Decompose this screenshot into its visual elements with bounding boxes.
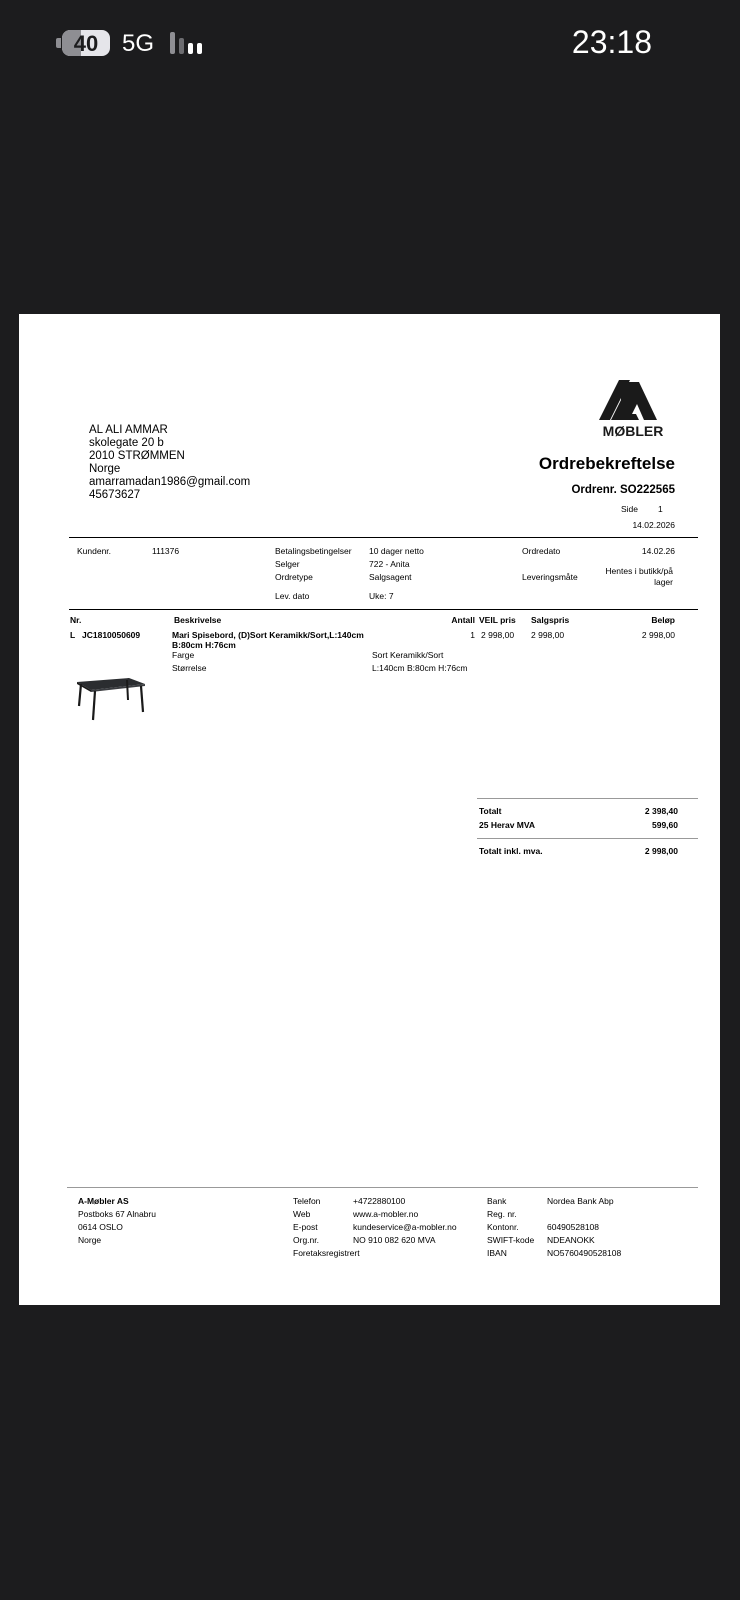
kontonr-label: Kontonr. xyxy=(487,1222,519,1232)
totals-divider xyxy=(477,798,698,799)
web-label: Web xyxy=(293,1209,311,1219)
betaling-label: Betalingsbetingelser xyxy=(275,546,352,556)
mva-label: 25 Herav MVA xyxy=(479,820,536,830)
a-mobler-logo xyxy=(597,380,669,438)
col-nr: Nr. xyxy=(70,615,82,625)
line-description-2: B:80cm H:76cm xyxy=(172,640,236,650)
customer-country: Norge xyxy=(89,463,121,475)
customer-address xyxy=(89,424,250,502)
attr-storrelse-value: L:140cm B:80cm H:76cm xyxy=(372,663,468,673)
order-number: Ordrenr. SO222565 xyxy=(571,484,675,496)
iban-value: NO5760490528108 xyxy=(547,1248,622,1258)
betaling-value: 10 dager netto xyxy=(369,546,424,556)
totals-divider xyxy=(477,838,698,839)
kundenr-value: 111376 xyxy=(152,546,180,556)
footer-postbox: Postboks 67 Alnabru xyxy=(78,1209,156,1219)
col-veil: VEIL pris xyxy=(479,615,516,625)
customer-email: amarramadan1986@gmail.com xyxy=(89,476,251,488)
footer-postcity: 0614 OSLO xyxy=(78,1222,123,1232)
orgnr-value: NO 910 082 620 MVA xyxy=(353,1235,436,1245)
line-type: L xyxy=(70,630,76,640)
selger-value: 722 - Anita xyxy=(369,559,410,569)
battery-icon xyxy=(62,30,110,56)
customer-phone: 45673627 xyxy=(89,489,141,501)
epost-label: E-post xyxy=(293,1222,318,1232)
network-type: 5G xyxy=(122,30,155,57)
orgnr-label: Org.nr. xyxy=(293,1235,319,1245)
dining-table-icon xyxy=(75,676,149,728)
attr-farge-value: Sort Keramikk/Sort xyxy=(372,650,444,660)
footer-company: A-Møbler AS xyxy=(78,1196,129,1206)
signal-bars-icon xyxy=(170,32,210,54)
levering-value-1: Hentes i butikk/på xyxy=(605,566,673,576)
telefon-value: +4722880100 xyxy=(353,1196,406,1206)
status-bar xyxy=(0,0,740,90)
line-belop: 2 998,00 xyxy=(641,630,675,640)
clock: 23:18 xyxy=(571,24,652,60)
totalt-value: 2 398,40 xyxy=(644,806,678,816)
battery-level: 40 xyxy=(73,31,99,56)
bank-label: Bank xyxy=(487,1196,507,1206)
levdato-value: Uke: 7 xyxy=(369,591,394,601)
ordredato-value: 14.02.26 xyxy=(641,546,675,556)
line-description-1: Mari Spisebord, (D)Sort Keramikk/Sort,L:140cm xyxy=(172,630,364,640)
foretaksregistrert: Foretaksregistrert xyxy=(293,1248,360,1258)
line-antall: 1 xyxy=(470,630,475,640)
selger-label: Selger xyxy=(275,559,300,569)
kontonr-value: 60490528108 xyxy=(547,1222,600,1232)
telefon-label: Telefon xyxy=(293,1196,321,1206)
document-date: 14.02.2026 xyxy=(632,520,675,530)
battery-nub xyxy=(56,38,61,48)
totalt-label: Totalt xyxy=(479,806,502,816)
iban-label: IBAN xyxy=(487,1248,507,1258)
customer-city: 2010 STRØMMEN xyxy=(89,450,185,462)
a-logo-icon xyxy=(597,380,669,438)
levering-value-2: lager xyxy=(654,577,673,587)
ordredato-label: Ordredato xyxy=(522,546,561,556)
regnr-label: Reg. nr. xyxy=(487,1209,517,1219)
mva-value: 599,60 xyxy=(652,820,678,830)
levering-label: Leveringsmåte xyxy=(522,572,578,582)
col-antall: Antall xyxy=(451,615,475,625)
footer-divider xyxy=(67,1187,698,1188)
attr-storrelse-label: Størrelse xyxy=(172,663,207,673)
product-image xyxy=(75,676,149,728)
kundenr-label: Kundenr. xyxy=(77,546,112,556)
total-inkl-label: Totalt inkl. mva. xyxy=(479,846,543,856)
epost-value: kundeservice@a-mobler.no xyxy=(353,1222,457,1232)
side-value: 1 xyxy=(658,504,663,514)
bank-value: Nordea Bank Abp xyxy=(547,1196,614,1206)
line-item-number: JC1810050609 xyxy=(82,630,141,640)
ordretype-label: Ordretype xyxy=(275,572,313,582)
levdato-label: Lev. dato xyxy=(275,591,310,601)
footer-country: Norge xyxy=(78,1235,102,1245)
attr-farge-label: Farge xyxy=(172,650,195,660)
web-value: www.a-mobler.no xyxy=(353,1209,419,1219)
divider xyxy=(69,609,698,610)
line-veil: 2 998,00 xyxy=(481,630,515,640)
col-belop: Beløp xyxy=(651,615,675,625)
side-label: Side xyxy=(621,504,639,514)
total-inkl-value: 2 998,00 xyxy=(644,846,678,856)
swift-label: SWIFT-kode xyxy=(487,1235,535,1245)
document-title: Ordrebekreftelse xyxy=(538,454,675,473)
swift-value: NDEANOKK xyxy=(547,1235,595,1245)
logo-text: MØBLER xyxy=(602,423,664,438)
col-salgspris: Salgspris xyxy=(531,615,570,625)
line-salgspris: 2 998,00 xyxy=(531,630,565,640)
col-beskrivelse: Beskrivelse xyxy=(174,615,222,625)
customer-name: AL ALI AMMAR xyxy=(89,424,168,436)
ordretype-value: Salgsagent xyxy=(369,572,412,582)
document-page xyxy=(19,314,720,1305)
divider xyxy=(69,537,698,538)
customer-street: skolegate 20 b xyxy=(89,437,164,449)
